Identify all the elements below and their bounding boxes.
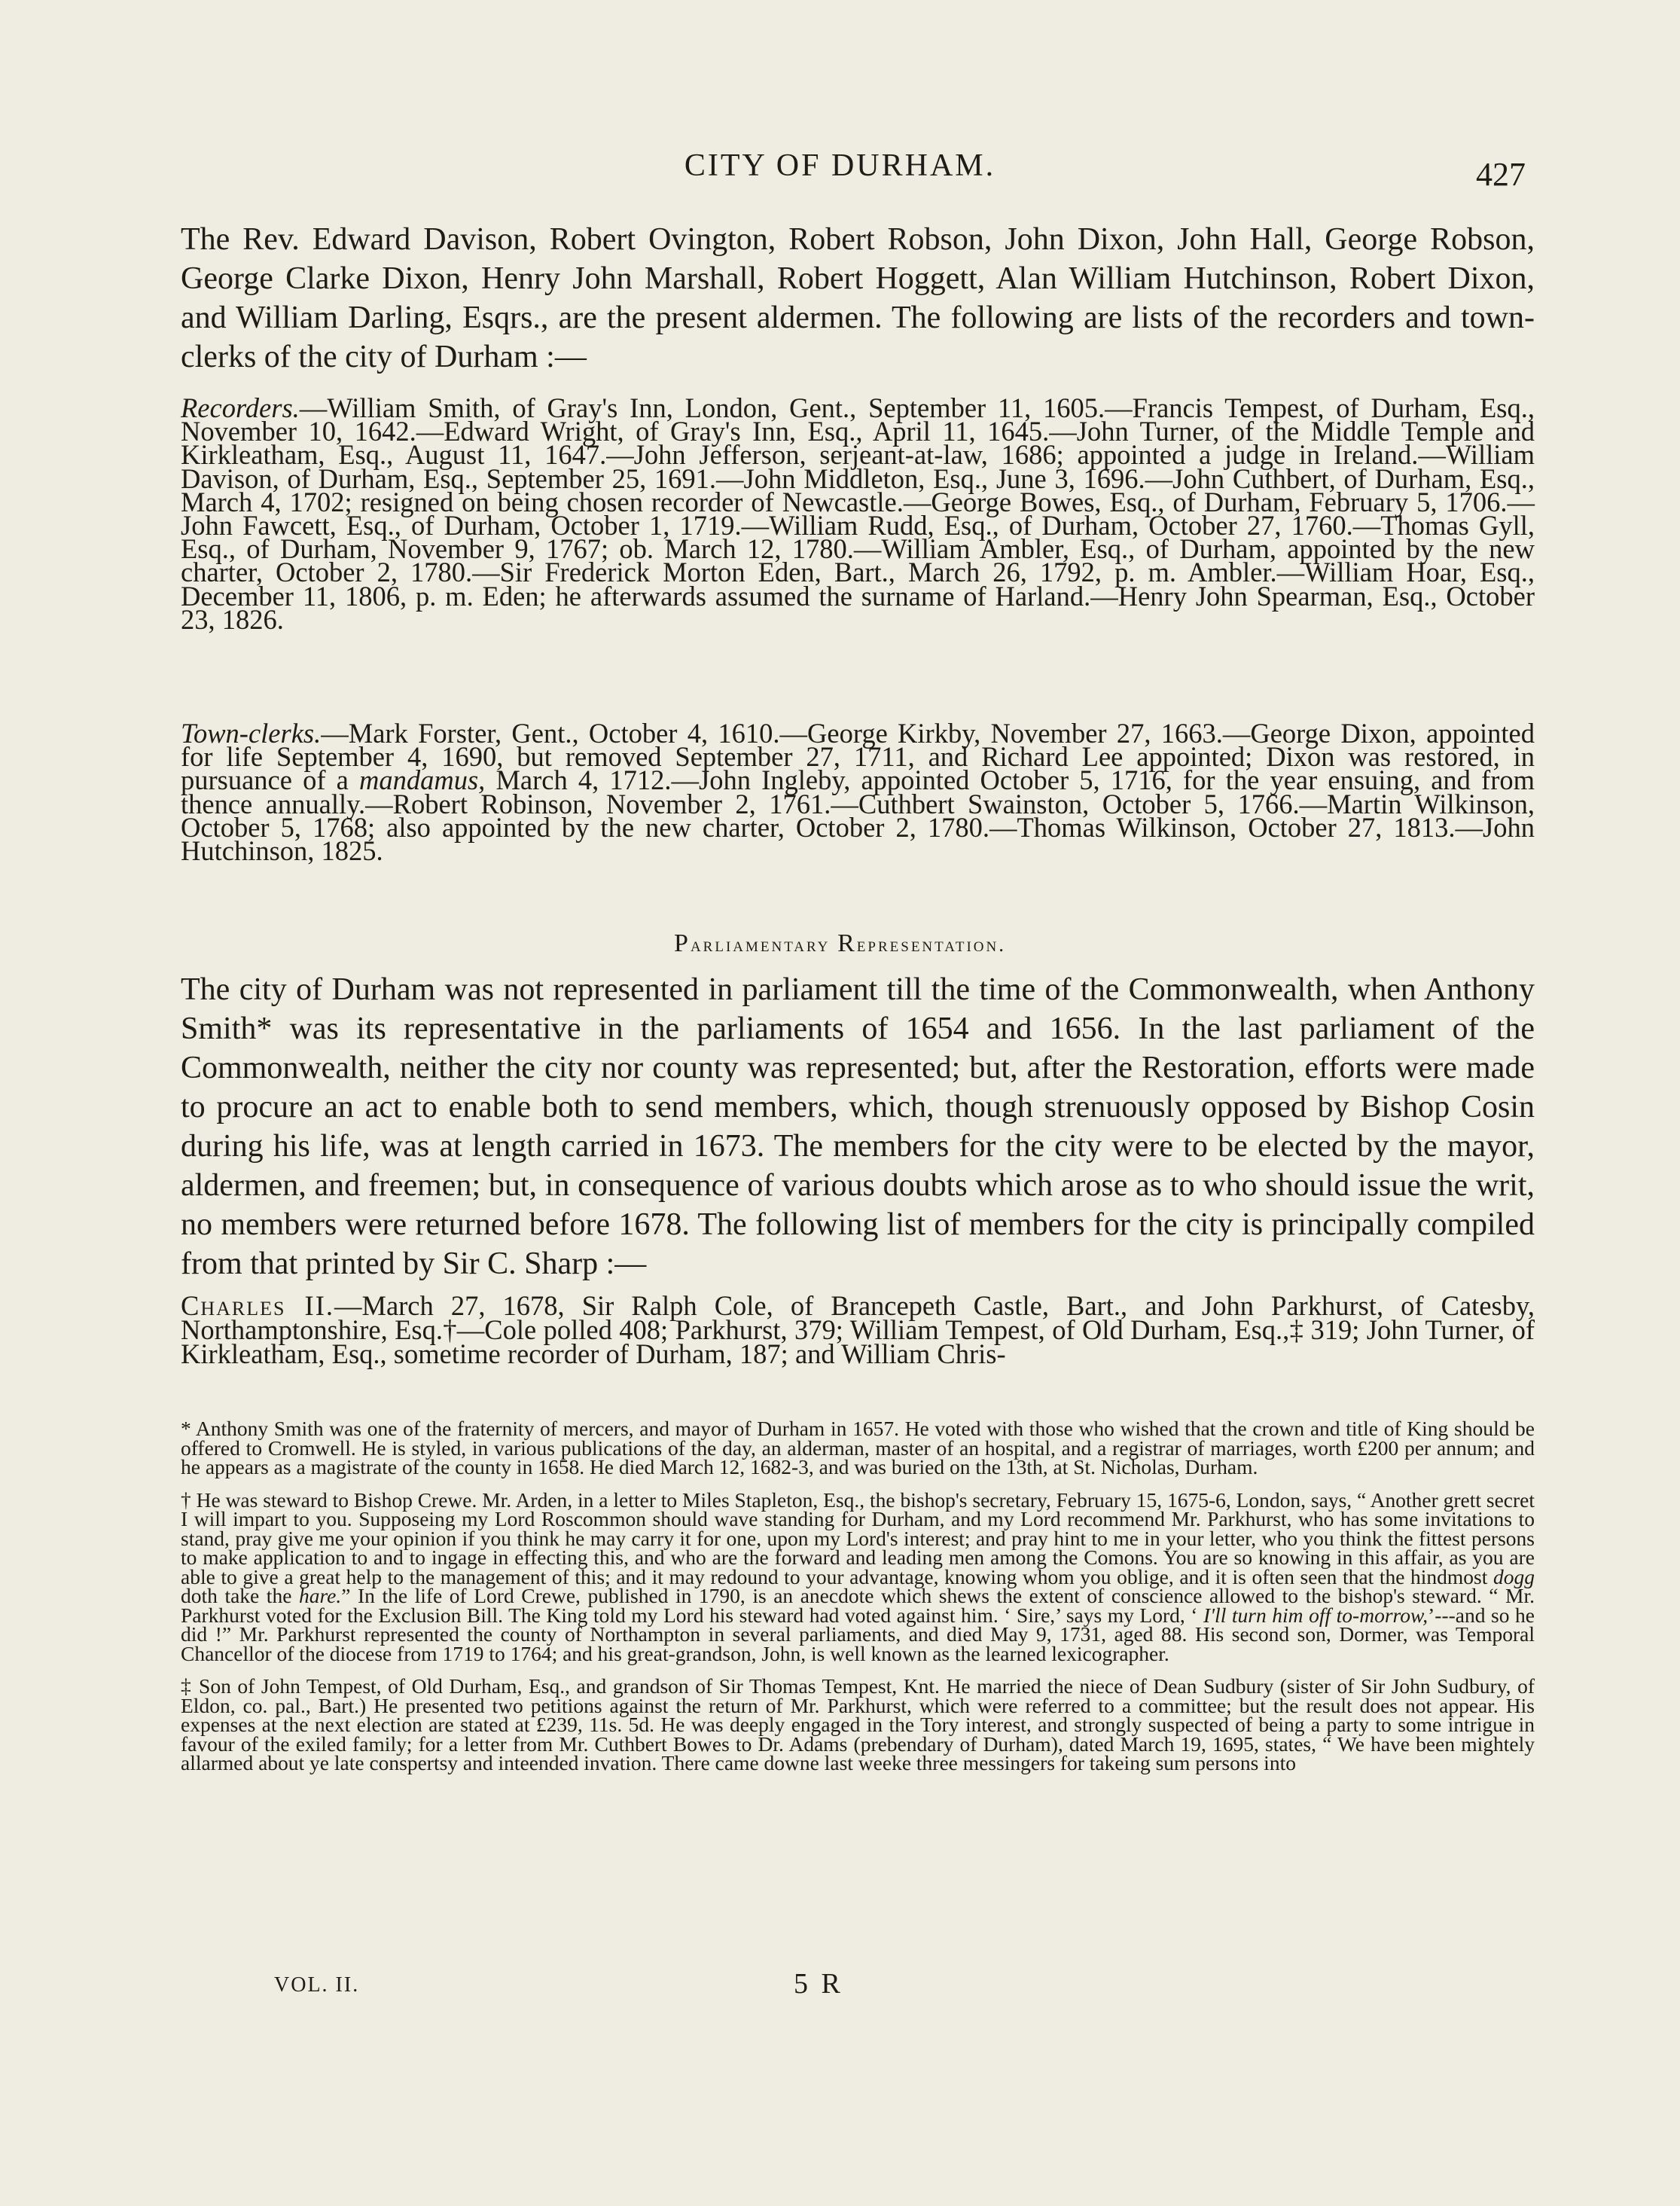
members-list: —March 27, 1678, Sir Ralph Cole, of Brancepeth Castle, Bart., and John Parkhurst, of Catesby, Northamptonshire, Esq.†—Cole polled 408; Parkhurst, 379; William Tempest, of Old Durham, Esq.,‡ 319; John Turner, of Kirkleatham, Esq., sometime recorder of Durham, 187; and William Chris- (181, 1290, 1535, 1369)
footnote-parkhurst-b: doth take the (181, 1584, 299, 1607)
recorders-text (181, 392, 1535, 635)
parliament-paragraph (181, 970, 1535, 1283)
volume-label: VOL. II. (274, 1973, 360, 1997)
town-clerks-text (181, 718, 1535, 867)
heading-rest-1: arliamentary (690, 933, 831, 956)
footnote-parkhurst-d: ’---and so he did !” Mr. Parkhurst represented the county of Northampton in several parliaments, and died May 9, 1731, aged 88. His second son, Dormer, was Temporal Chancellor of the diocese from 1719 to 1764; and his great-grandson, John, is well known as the learned lexicographer. (181, 1603, 1535, 1665)
town-clerks-paragraph (181, 718, 1535, 867)
heading-rest-2: epresentation. (856, 933, 1006, 956)
town-clerks-italic-term: mandamus, (359, 764, 486, 796)
footnote-italic-quote: I'll turn him off to-morrow, (1203, 1603, 1428, 1627)
town-clerks-list-part2: March 4, 1712.—John Ingleby, appointed October 5, 1716, for the year ensuing, and from thence annually.—Robert Robinson, November 2, 1761.—Cuthbert Swainston, October 5, 1766.—Martin Wilkinson, October 5, 1768; also appointed by the new charter, October 2, 1780.—Thomas Wilkinson, October 27, 1813.—John Hutchinson, 1825. (181, 764, 1535, 867)
heading-initial-2: R (837, 929, 857, 957)
charles-ii-paragraph (181, 1290, 1535, 1369)
footnotes (181, 1419, 1535, 1786)
footnote-anthony-smith: * Anthony Smith was one of the fraternity of mercers, and mayor of Durham in 1657. He voted with those who wished that the crown and title of King should be offered to Cromwell. He is styled, in various publications of the day, an alderman, master of an hospital, and a registrar of marriages, worth £200 per annum; and he appears as a magistrate of the county in 1658. He died March 12, 1682-3, and was buried on the 13th, at St. Nicholas, Durham. (181, 1417, 1535, 1478)
aldermen-text: The Rev. Edward Davison, Robert Ovington, Robert Robson, John Dixon, John Hall, George Robson, George Clarke Dixon, Henry John Marshall, Robert Hoggett, Alan William Hutchinson, Robert Dixon, and William Darling, Esqrs., are the present aldermen. The following are lists of the recorders and town-clerks of the city of Durham :— (181, 222, 1535, 374)
recorders-list: —William Smith, of Gray's Inn, London, Gent., September 11, 1605.—Francis Tempest, of Durham, Esq., November 10, 1642.—Edward Wright, of Gray's Inn, Esq., April 11, 1645.—John Turner, of the Middle Temple and Kirkleatham, Esq., August 11, 1647.—John Jefferson, serjeant-at-law, 1686; appointed a judge in Ireland.—William Davison, of Durham, Esq., September 25, 1691.—John Middleton, Esq., June 3, 1696.—John Cuthbert, of Durham, Esq., March 4, 1702; resigned on being chosen recorder of Newcastle.—George Bowes, Esq., of Durham, February 5, 1706.—John Fawcett, Esq., of Durham, October 1, 1719.—William Rudd, Esq., of Durham, October 27, 1760.—Thomas Gyll, Esq., of Durham, November 9, 1767; ob. March 12, 1780.—William Ambler, Esq., of Durham, appointed by the new charter, October 2, 1780.—Sir Frederick Morton Eden, Bart., March 26, 1792, p. m. Ambler.—William Hoar, Esq., December 11, 1806, p. m. Eden; he afterwards assumed the surname of Harland.—Henry John Spearman, Esq., October 23, 1826. (181, 392, 1535, 635)
footnote-parkhurst (181, 1487, 1535, 1665)
footnote-tempest: ‡ Son of John Tempest, of Old Durham, Esq., and grandson of Sir Thomas Tempest, Knt. He married the niece of Dean Sudbury (sister of Sir John Sudbury, of Eldon, co. pal., Bart.) He presented two petitions against the return of Mr. Parkhurst, which were referred to a committee; but the result does not appear. His expenses at the next election are stated at £239, 11s. 5d. He was deeply engaged in the Tory interest, and strongly suspected of being a party to some intrigue in favour of the exiled family; for a letter from Mr. Cuthbert Bowes to Dr. Adams (prebendary of Durham), dated March 19, 1695, states, “ We have been mightely allarmed about ye late conspertsy and inteended invation. There came downe last weeke three messingers for takeing sum persons into (181, 1674, 1535, 1774)
footnote-italic-hare: hare. (298, 1584, 342, 1607)
town-clerks-list-part1: —Mark Forster, Gent., October 4, 1610.—George Kirkby, November 27, 1663.—George Dixon, appointed for life September 4, 1690, but removed September 27, 1711, and Richard Lee appointed; Dixon was restored, in pursuance of a (181, 718, 1535, 796)
footnote-italic-dogg: dogg (1493, 1564, 1535, 1588)
reign-label: Charles II. (181, 1290, 334, 1321)
parliament-text: The city of Durham was not represented in parliament till the time of the Commonwealth, when Anthony Smith* was its representative in the parliaments of 1654 and 1656. In the last parliament of the Commonwealth, neither the city nor county was represented; but, after the Restoration, efforts were made to procure an act to enable both to send members, which, though strenuously opposed by Bishop Cosin during his life, was at length carried in 1673. The members for the city were to be elected by the mayor, aldermen, and freemen; but, in consequence of various doubts which arose as to who should issue the writ, no members were returned before 1678. The following list of members for the city is principally compiled from that printed by Sir C. Sharp :— (181, 972, 1535, 1281)
footnote-parkhurst-c: ” In the life of Lord Crewe, published in 1790, is an anecdote which shews the extent of conscience allowed to the bishop's steward. “ Mr. Parkhurst voted for the Exclusion Bill. The King told my Lord his steward had voted against him. ‘ Sire,’ says my Lord, ‘ (181, 1584, 1535, 1627)
charles-ii-text (181, 1290, 1535, 1369)
heading-initial-1: P (674, 929, 691, 957)
recorders-paragraph (181, 392, 1535, 635)
footnote-parkhurst-a: † He was steward to Bishop Crewe. Mr. Arden, in a letter to Miles Stapleton, Esq., the bishop's secretary, February 15, 1675-6, London, says, “ Another grett secret I will impart to you. Supposeing my Lord Roscommon should wave standing for Durham, and my Lord recommend Mr. Parkhurst, who has some invitations to stand, pray give me your opinion if you think he may carry it for one, upon my Lord's interest; and pray hint to me in your letter, who you think the fittest persons to make application to and to ingage in effecting this, and who are the forward and leading men among the Comons. You are so knowing in this affair, as you are able to give a great help to the management of this; and it may redound to your advantage, knowing whom you oblige, and it is often seen that the hindmost (181, 1487, 1535, 1588)
running-header: CITY OF DURHAM. (684, 148, 996, 183)
signature-mark: 5 R (794, 1968, 843, 2000)
section-heading (0, 929, 1680, 958)
aldermen-paragraph (181, 220, 1535, 377)
recorders-label: Recorders. (181, 392, 300, 423)
town-clerks-label: Town-clerks. (181, 718, 322, 749)
page-number: 427 (1476, 156, 1526, 193)
